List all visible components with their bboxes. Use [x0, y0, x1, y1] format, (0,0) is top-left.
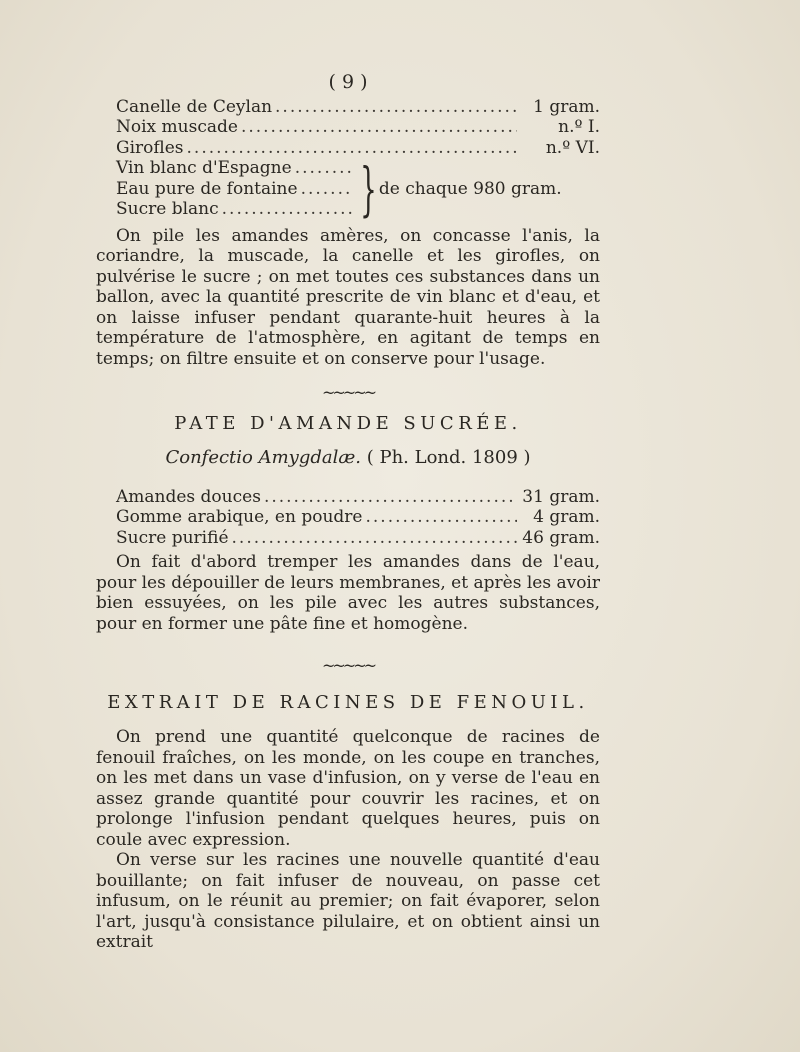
- ingredient-name: Sucre blanc: [116, 199, 219, 219]
- ornament-divider-icon: ~~~~~: [321, 383, 375, 402]
- ingredient-qty: 1 gram.: [533, 96, 600, 117]
- ingredient-name: Eau pure de fontaine: [116, 178, 298, 199]
- ingredient-qty: 4 gram.: [533, 507, 600, 527]
- ingredient-qty: n.º VI.: [545, 137, 600, 158]
- ingredient-group-items: [96, 158, 356, 220]
- ornament-divider-icon: ~~~~~: [321, 656, 375, 675]
- leader-dots: [275, 97, 517, 118]
- section-subtitle: [96, 448, 600, 469]
- section-title: EXTRAIT DE RACINES DE FENOUIL.: [107, 691, 589, 713]
- section-title: PATE D'AMANDE SUCRÉE.: [174, 412, 522, 434]
- leader-dots: [295, 158, 353, 179]
- leader-dots: [365, 507, 517, 528]
- ingredient-name: Vin blanc d'Espagne: [116, 158, 292, 178]
- ingredient-name: Gomme arabique, en poudre: [116, 507, 363, 527]
- leader-dots: [264, 487, 517, 508]
- ingredient-list-1: [96, 97, 600, 159]
- ingredient-qty: 46 gram.: [522, 527, 600, 548]
- ingredient-qty: 31 gram.: [522, 486, 600, 507]
- ingredient-row: [96, 507, 600, 528]
- page-number: ( 9 ): [328, 71, 368, 93]
- ingredient-name: Sucre purifié: [116, 527, 229, 548]
- group-qty: de chaque 980 gram.: [378, 178, 562, 199]
- ingredient-row: [96, 138, 600, 159]
- pharmacopoeia-ref: ( Ph. Lond. 1809 ): [361, 447, 531, 468]
- ingredient-group: [96, 154, 600, 223]
- page-content: [96, 72, 600, 953]
- ingredient-row: [96, 179, 356, 200]
- paragraph: On prend une quantité quelconque de racines de fenouil fraîches, on les monde, on les coupe en tranches, on les met dans un vase d'infusion, on y verse de l'eau en assez grande quantité pour couvrir les racines, et on prolonge l'infusion pendant quelques heures, puis on coule avec expression.: [96, 727, 600, 850]
- paragraph: On pile les amandes amères, on concasse l'anis, la coriandre, la muscade, la canelle et les girofles, on pulvérise le sucre ; on met toutes ces substances dans un ballon, avec la quantité prescrite de vin blanc et d'eau, et on laisse infuser pendant quarante-huit heures à la température de l'atmosphère, en agitant de temps en temps; on filtre ensuite et on conserve pour l'usage.: [96, 225, 600, 369]
- paragraph: On verse sur les racines une nouvelle quantité d'eau bouillante; on fait infuser de nouveau, on passe cet infusum, on le réunit au premier; on fait évaporer, selon l'art, jusqu'à consistance pilulaire, et on obtient ainsi un extrait: [96, 850, 600, 952]
- leader-dots: [232, 528, 517, 549]
- leader-dots: [241, 117, 517, 138]
- ingredient-row: [96, 97, 600, 118]
- ingredient-row: [96, 117, 600, 138]
- ingredient-row: [96, 528, 600, 549]
- ingredient-name: Noix muscade: [116, 117, 238, 137]
- leader-dots: [187, 138, 517, 159]
- leader-dots: [222, 199, 353, 220]
- leader-dots: [301, 179, 353, 200]
- latin-name: Confectio Amygdalæ.: [165, 447, 362, 468]
- ingredient-list-2: [96, 487, 600, 549]
- ingredient-row: [96, 487, 600, 508]
- paragraph: On fait d'abord tremper les amandes dans de l'eau, pour les dépouiller de leurs membranes, et après les avoir bien essuyées, on les pile avec les autres substances, pour en former une pâte fine et homogène.: [96, 552, 600, 634]
- ingredient-name: Amandes douces: [116, 486, 261, 507]
- ingredient-qty: n.º I.: [558, 117, 600, 137]
- ingredient-name: Canelle de Ceylan: [116, 96, 273, 117]
- curly-brace-icon: }: [360, 154, 377, 223]
- ingredient-row: [96, 199, 356, 220]
- ingredient-row: [96, 158, 356, 179]
- ingredient-name: Girofles: [116, 137, 184, 158]
